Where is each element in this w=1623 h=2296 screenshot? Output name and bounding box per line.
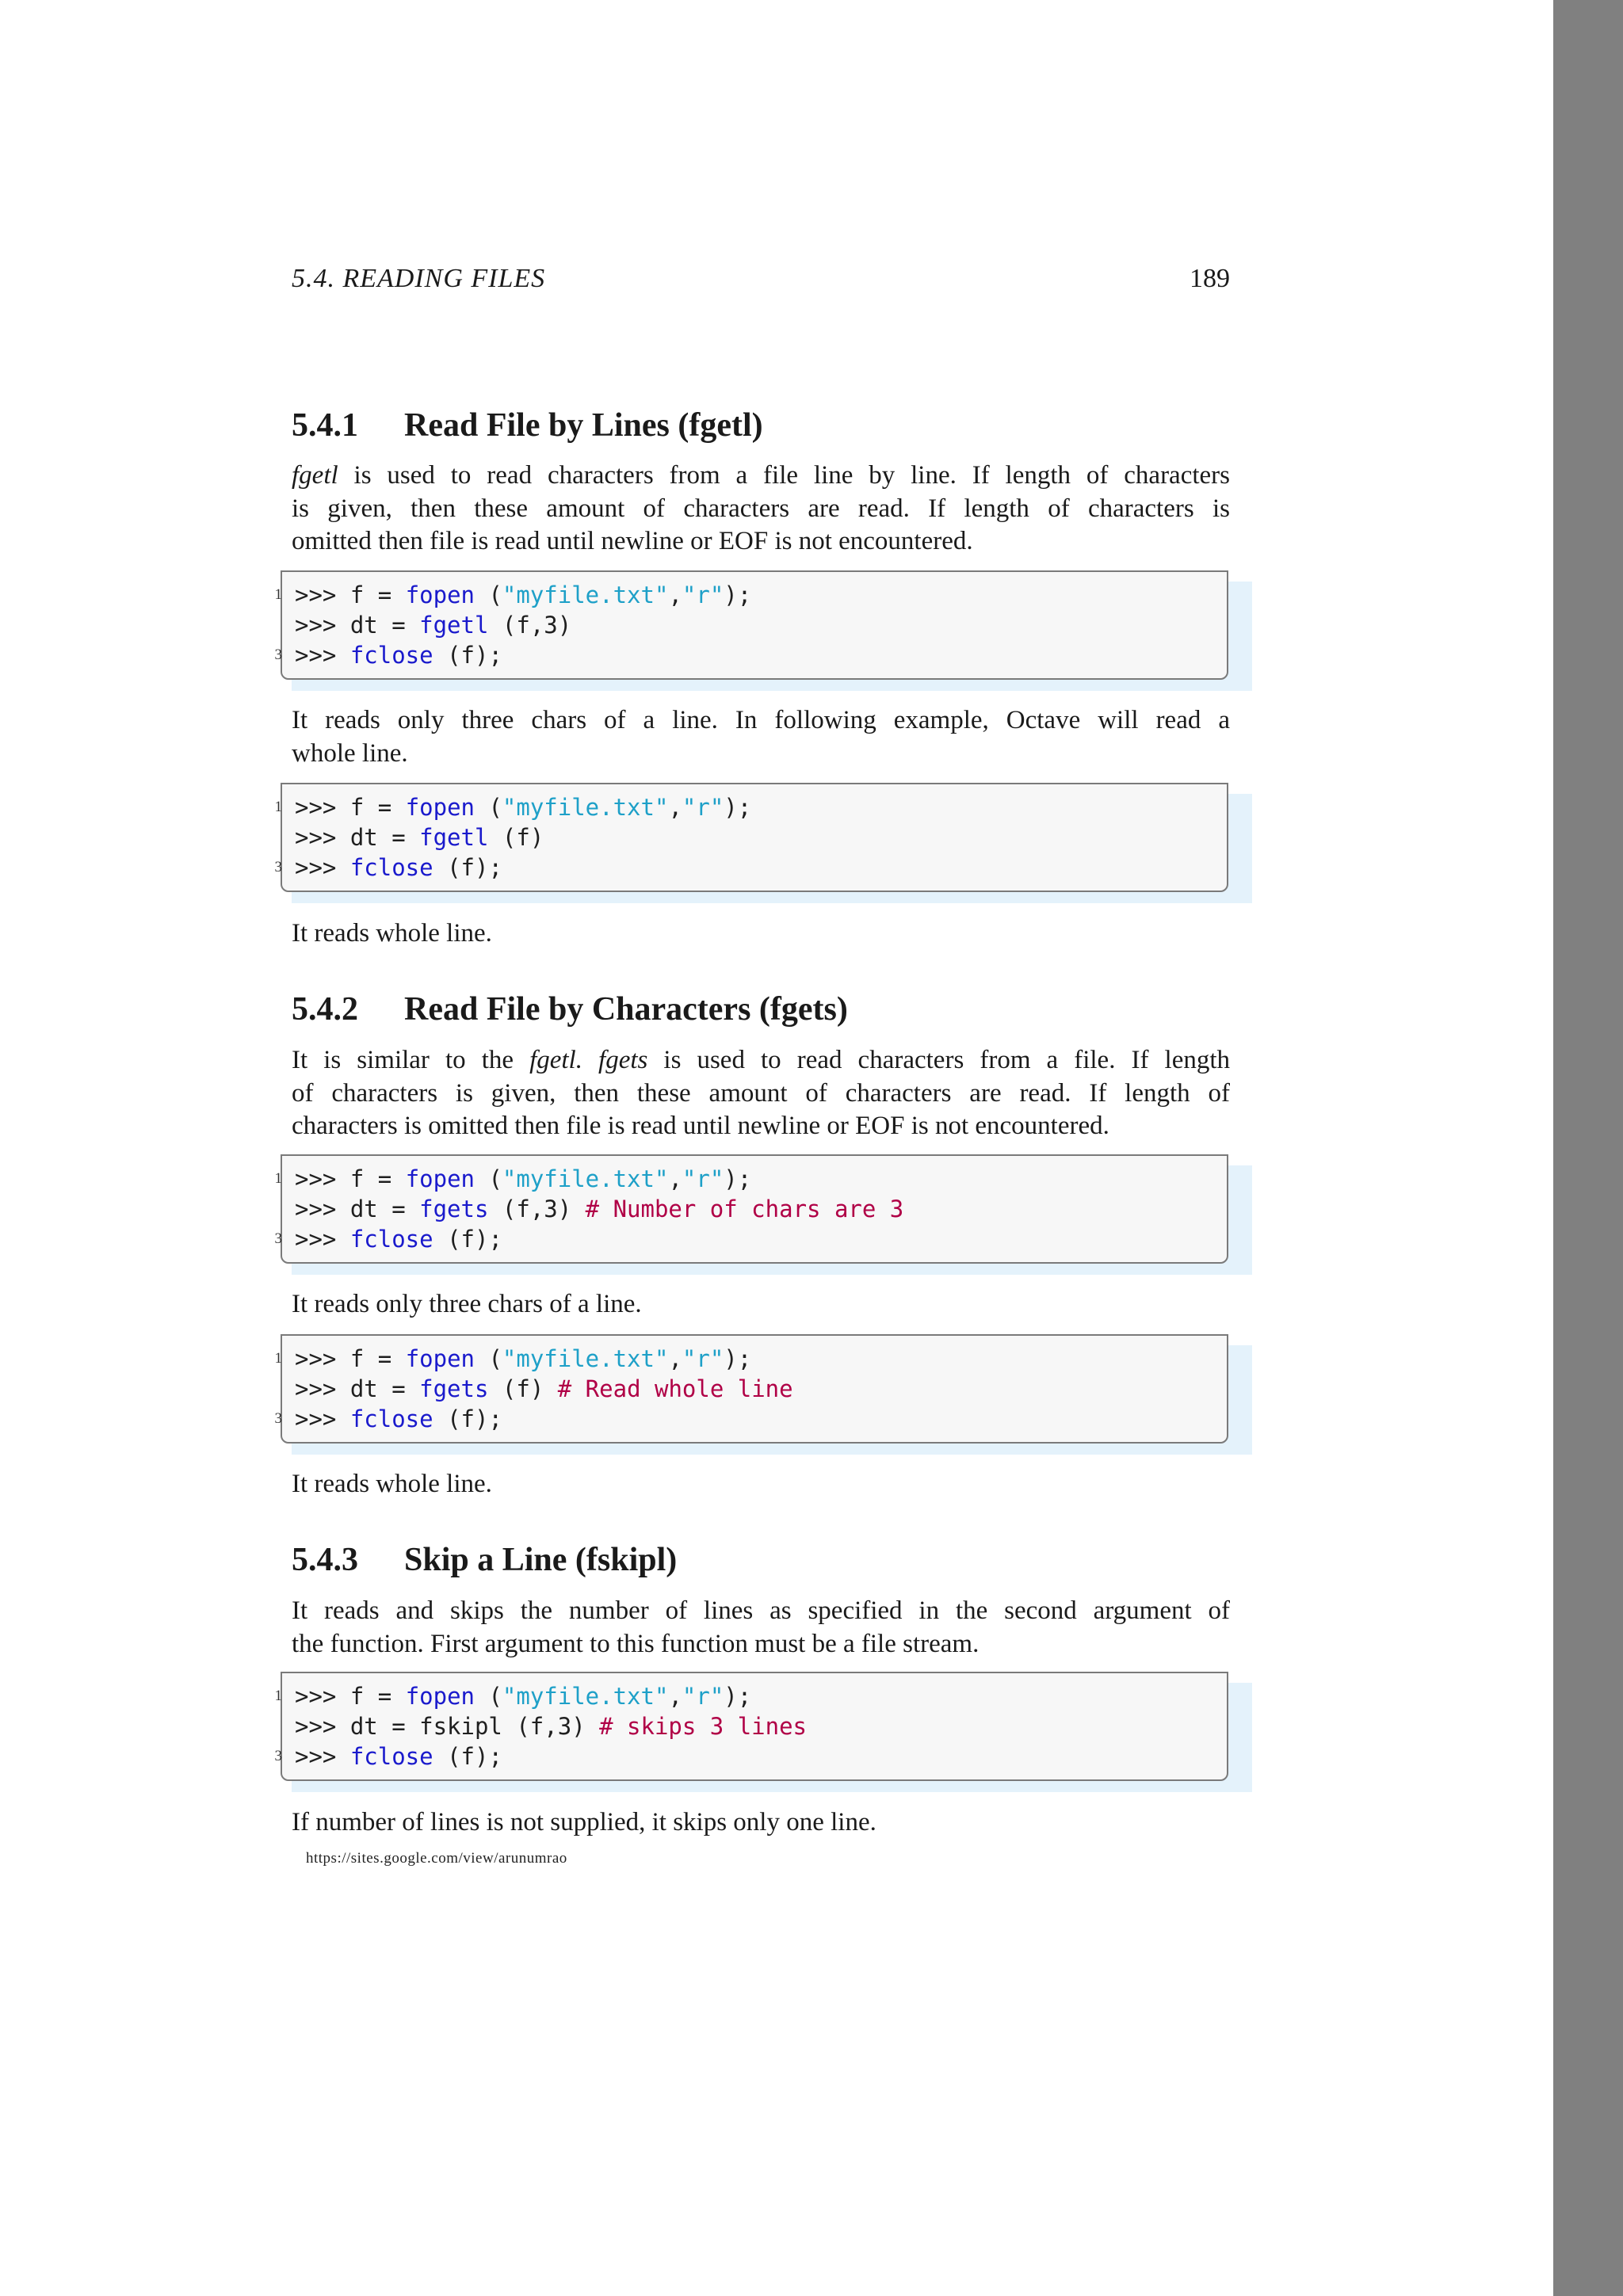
- page-side-band: [1553, 0, 1623, 2296]
- section-title: Read File by Characters (fgets): [404, 991, 848, 1028]
- page-number: 189: [1190, 264, 1230, 293]
- text-line: [292, 1044, 1230, 1077]
- code-string: "r": [682, 1165, 724, 1192]
- text-line: It reads whole line.: [292, 1470, 492, 1498]
- code-line: [274, 792, 752, 822]
- code-text: (f);: [433, 1743, 502, 1770]
- code-text: (f,3): [488, 1196, 586, 1222]
- text-line: It reads only three chars of a line.: [292, 1290, 642, 1318]
- line-number: 1: [274, 586, 282, 603]
- code-text: >>>: [295, 1743, 350, 1770]
- code-text: (: [475, 582, 502, 608]
- code-text: (f,3): [488, 612, 572, 639]
- code-listing: [274, 1672, 1241, 1781]
- code-box: [274, 1672, 1228, 1781]
- code-text: (: [475, 1345, 502, 1372]
- text-line: of characters is given, then these amount of characters are read. If length of: [292, 1078, 1230, 1108]
- code-text: (f): [488, 1375, 558, 1402]
- code-keyword: fopen: [405, 582, 475, 608]
- code-text: >>>: [295, 854, 350, 881]
- code-keyword: fgetl: [419, 612, 489, 639]
- text-line: It reads only three chars of a line. In following example, Octave will read a: [292, 706, 1230, 734]
- code-keyword: fopen: [405, 1683, 475, 1710]
- section-title: Skip a Line (fskipl): [404, 1542, 678, 1578]
- text-line: is given, then these amount of characters are read. If length of characters is: [292, 494, 1230, 523]
- section-number: 5.4.2: [292, 991, 358, 1028]
- code-string: "myfile.txt": [502, 794, 669, 821]
- code-box: [274, 1334, 1228, 1444]
- code-keyword: fclose: [349, 854, 433, 881]
- code-line: [274, 1741, 502, 1772]
- code-text: (f): [488, 824, 544, 851]
- text-line: It reads and skips the number of lines as specified in the second argument of: [292, 1596, 1230, 1625]
- code-comment: # Number of chars are 3: [585, 1196, 904, 1222]
- section-number: 5.4.1: [292, 407, 358, 444]
- code-keyword: fopen: [405, 794, 475, 821]
- code-line: [295, 1194, 903, 1224]
- text-run: It is similar to the: [292, 1046, 530, 1074]
- code-box: [274, 570, 1228, 680]
- code-text: >>>: [295, 1226, 350, 1253]
- text-line: the function. First argument to this function must be a file stream.: [292, 1629, 980, 1658]
- code-line: [274, 1344, 752, 1374]
- paragraph-after-code: [292, 1288, 1230, 1322]
- code-line: [274, 1224, 502, 1254]
- code-text: ,: [668, 1345, 682, 1372]
- code-box: [274, 1154, 1228, 1264]
- code-keyword: fopen: [405, 1345, 475, 1372]
- code-string: "r": [682, 794, 724, 821]
- text-run: [582, 1046, 598, 1074]
- code-listing: [274, 1154, 1241, 1264]
- code-keyword: fclose: [349, 1743, 433, 1770]
- code-comment: # Read whole line: [557, 1375, 793, 1402]
- code-line: [295, 1374, 793, 1404]
- paragraph-5-4-2-intro: [292, 1044, 1230, 1143]
- code-string: "r": [682, 582, 724, 608]
- code-text: (f);: [433, 642, 502, 669]
- code-string: "myfile.txt": [502, 1683, 669, 1710]
- code-line: [274, 1164, 752, 1194]
- line-number: 1: [274, 799, 282, 815]
- text-line: If number of lines is not supplied, it skips only one line.: [292, 1808, 876, 1836]
- code-keyword: fgets: [419, 1196, 489, 1222]
- code-text: >>>: [295, 1405, 350, 1432]
- code-text: (: [475, 794, 502, 821]
- text-line: [292, 460, 1230, 493]
- line-number: 3: [274, 646, 282, 663]
- code-text: );: [724, 1165, 752, 1192]
- text-line: omitted then file is read until newline or EOF is not encountered.: [292, 527, 973, 555]
- code-string: "r": [682, 1683, 724, 1710]
- code-comment: # skips 3 lines: [599, 1713, 808, 1740]
- code-text: >>> dt =: [295, 1375, 420, 1402]
- code-line: [295, 822, 544, 852]
- section-heading-5-4-3: [292, 1536, 1230, 1584]
- code-keyword: fclose: [349, 642, 433, 669]
- code-listing: [274, 783, 1241, 892]
- code-text: ,: [668, 582, 682, 608]
- section-heading-5-4-1: [292, 402, 1230, 449]
- line-number: 1: [274, 1688, 282, 1704]
- paragraph-after-code: [292, 1468, 1230, 1501]
- code-keyword: fclose: [349, 1226, 433, 1253]
- code-text: (: [475, 1165, 502, 1192]
- code-text: >>> f =: [295, 1165, 406, 1192]
- code-text: );: [724, 794, 752, 821]
- code-text: >>> dt =: [295, 1196, 420, 1222]
- section-title: Read File by Lines (fgetl): [404, 407, 763, 444]
- code-text: >>>: [295, 642, 350, 669]
- code-text: >>> f =: [295, 1345, 406, 1372]
- code-line: [274, 1681, 752, 1711]
- text-run: is used to read characters from a file. If length: [647, 1046, 1231, 1074]
- footer-url: https://sites.google.com/view/arunumrao: [306, 1850, 567, 1867]
- section-number: 5.4.3: [292, 1542, 358, 1578]
- code-string: "myfile.txt": [502, 1165, 669, 1192]
- code-text: >>> f =: [295, 1683, 406, 1710]
- text-line: characters is omitted then file is read until newline or EOF is not encountered.: [292, 1112, 1109, 1140]
- code-line: [295, 1711, 807, 1741]
- paragraph-after-code: [292, 704, 1230, 770]
- line-number: 1: [274, 1170, 282, 1187]
- code-box: [274, 783, 1228, 892]
- code-text: );: [724, 582, 752, 608]
- emphasis-term: fgetl.: [529, 1046, 582, 1074]
- code-string: "myfile.txt": [502, 582, 669, 608]
- paragraph-5-4-1-intro: [292, 460, 1230, 559]
- code-text: ,: [668, 1165, 682, 1192]
- code-string: "myfile.txt": [502, 1345, 669, 1372]
- running-head: [292, 261, 1230, 296]
- code-line: [274, 1404, 502, 1434]
- code-text: );: [724, 1345, 752, 1372]
- paragraph-5-4-3-intro: [292, 1595, 1230, 1661]
- section-heading-5-4-2: [292, 986, 1230, 1033]
- code-keyword: fgets: [419, 1375, 489, 1402]
- code-line: [274, 580, 752, 610]
- code-line: [295, 610, 571, 640]
- text-run: is used to read characters from a file line by line. If length of characters: [338, 461, 1230, 490]
- line-number: 3: [274, 1748, 282, 1764]
- code-string: "r": [682, 1345, 724, 1372]
- emphasis-term: fgets: [598, 1046, 648, 1074]
- code-text: >>> dt =: [295, 612, 420, 639]
- text-line: whole line.: [292, 738, 408, 768]
- code-keyword: fopen: [405, 1165, 475, 1192]
- code-text: >>> f =: [295, 582, 406, 608]
- emphasis-term: fgetl: [292, 461, 338, 490]
- running-head-section: 5.4. READING FILES: [292, 264, 546, 293]
- code-text: (f);: [433, 1226, 502, 1253]
- code-text: (f);: [433, 1405, 502, 1432]
- code-keyword: fclose: [349, 1405, 433, 1432]
- code-text: >>> f =: [295, 794, 406, 821]
- code-text: ,: [668, 1683, 682, 1710]
- code-listing: [274, 1334, 1241, 1444]
- code-text: );: [724, 1683, 752, 1710]
- code-text: ,: [668, 794, 682, 821]
- line-number: 3: [274, 1230, 282, 1247]
- line-number: 3: [274, 859, 282, 875]
- text-line: It reads whole line.: [292, 919, 492, 948]
- code-listing: [274, 570, 1241, 680]
- code-text: >>> dt =: [295, 824, 420, 851]
- code-keyword: fgetl: [419, 824, 489, 851]
- line-number: 3: [274, 1410, 282, 1427]
- line-number: 1: [274, 1350, 282, 1367]
- code-text: (: [475, 1683, 502, 1710]
- code-text: >>> dt = fskipl (f,3): [295, 1713, 600, 1740]
- code-text: (f);: [433, 854, 502, 881]
- paragraph-after-code: [292, 1806, 1230, 1840]
- code-line: [274, 640, 502, 670]
- paragraph-after-code: [292, 917, 1230, 951]
- code-line: [274, 852, 502, 883]
